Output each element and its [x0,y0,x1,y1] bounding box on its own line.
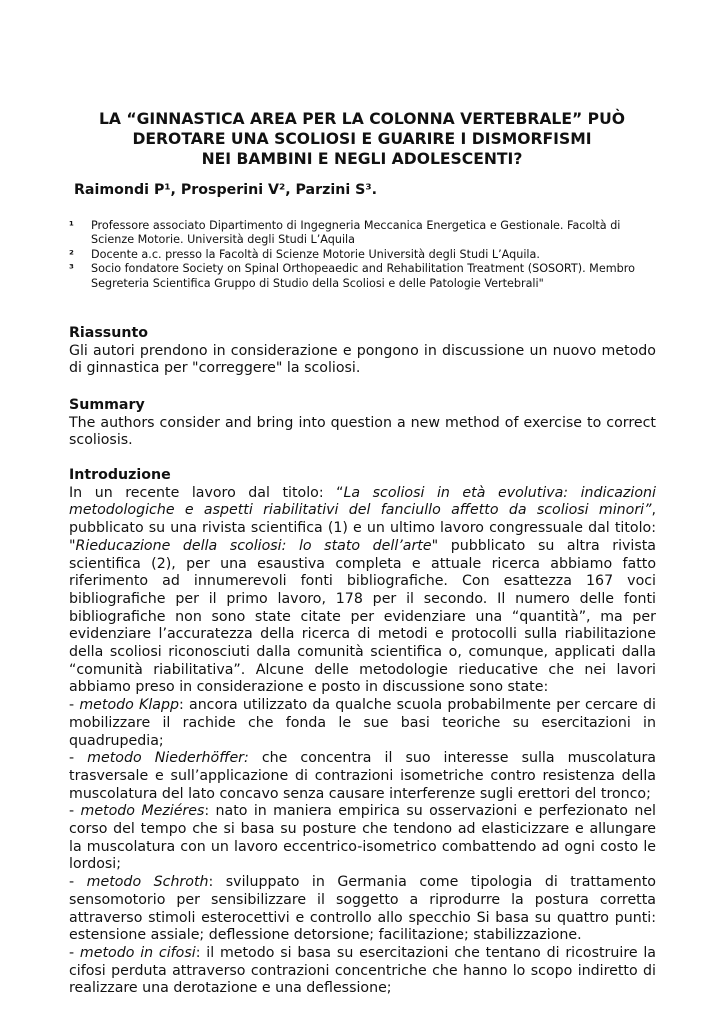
summary-section [69,397,656,450]
title-line: DEROTARE UNA SCOLIOSI E GUARIRE I DISMORFISMI [132,130,592,148]
method-item [69,874,656,945]
title-line: LA “GINNASTICA AREA PER LA COLONNA VERTEBRALE” PUÒ [98,110,626,128]
introduzione-section [69,467,656,998]
intro-cited-title: La scoliosi in età evolutiva: indicazioni metodologiche e aspetti riabilitativi del fanciullo affetto da scoliosi minori” [69,484,656,519]
method-description: : sviluppato in Germania come tipologia di trattamento sensomotorio per sensibilizzare il soggetto a riprodurre la postura corretta attraverso stimoli esterocettivi e controllo allo specchio Si basa su quattro punti: estensione assiale; deflessione detorsione; facilitazione; stabilizzazione. [69,874,656,944]
riassunto-section [69,325,656,378]
affiliation-text: Docente a.c. presso la Facoltà di Scienze Motorie Università degli Studi L’Aquila. [91,247,540,261]
method-description: : ancora utilizzato da qualche scuola probabilmente per cercare di mobilizzare il rachide che fonda le sue basi teoriche su esercitazioni in quadrupedia; [69,697,656,749]
method-description: che concentra il suo interesse sulla muscolatura trasversale e sull’applicazione di contrazioni isometriche contro resistenza della muscolatura del lato concavo senza causare interferenze sugli erettori del tronco; [69,750,656,802]
method-name: metodo Schroth [86,874,209,891]
method-prefix: - [69,944,80,961]
intro-text: , pubblicato su una rivista scientifica (1) e un ultimo lavoro congressuale dal titolo: [69,502,656,537]
method-prefix: - [69,803,81,820]
method-prefix: - [69,750,88,767]
riassunto-text: Gli autori prendono in considerazione e pongono in discussione un nuovo metodo di ginnastica per "correggere" la scoliosi. [69,342,656,377]
introduzione-heading: Introduzione [69,467,171,483]
affiliation-item [69,262,659,291]
introduzione-paragraph [69,485,656,697]
intro-text: In un recente lavoro dal titolo: “ [69,484,344,501]
method-item [69,697,656,750]
affiliation-text: Professore associato Dipartimento di Ingegneria Meccanica Energetica e Gestionale. Facoltà di Scienze Motorie. Università degli Studi L’Aquila [91,219,621,247]
intro-text: pubblicato su altra rivista scientifica (2), per una esaustiva completa e attuale ricerca abbiamo fatto riferimento ad innumerevoli fonti bibliografiche. Con esattezza 167 voci bibliografiche per il primo lavoro, 178 per il secondo. Il numero delle fonti bibliografiche non sono state citate per evidenziare una “quantità”, ma per evidenziare l’accuratezza della ricerca di metodi e protocolli sulla riabilitazione della scoliosi riconosciuti dalla comunità scientifica o, comunque, applicati dalla “comunità riabilitativa”. Alcune delle metodologie rieducative che nei lavori abbiamo preso in considerazione e posto in discussione sono state: [69,537,656,696]
summary-text: The authors consider and bring into question a new method of exercise to correct scoliosis. [69,414,656,449]
affiliation-number: ³ [69,262,74,276]
method-name: metodo Niederhöffer: [87,750,249,767]
title-line: NEI BAMBINI E NEGLI ADOLESCENTI? [201,150,523,168]
method-name: metodo Klapp [79,697,179,714]
method-item [69,803,656,874]
method-prefix: - [69,697,80,714]
riassunto-heading: Riassunto [69,325,148,341]
method-name: metodo Meziéres [80,803,205,820]
affiliation-item [69,219,659,248]
affiliation-item [69,248,659,262]
summary-heading: Summary [69,397,145,413]
method-description: : nato in maniera empirica su osservazioni e perfezionato nel corso del tempo che si basa su posture che tendono ad elasticizzare e allungare la muscolatura con un lavoro eccentrico-isometrico combattendo ad ogni costo le lordosi; [69,803,656,873]
authors: Raimondi P¹, Prosperini V², Parzini S³. [74,182,377,198]
method-item [69,750,656,803]
affiliation-number: ¹ [69,219,74,232]
paper-title [0,109,724,169]
method-item [69,945,656,998]
affiliation-number: ² [69,247,74,261]
method-description: : il metodo si basa su esercitazioni che tentano di ricostruire la cifosi perduta attraverso contrazioni concentriche che hanno lo scopo indiretto di realizzare una derotazione e una deflessione; [69,944,656,997]
method-name: metodo in cifosi [79,944,196,961]
affiliation-text: Socio fondatore Society on Spinal Orthopeaedic and Rehabilitation Treatment (SOSORT). Membro Segreteria Scientifica Gruppo di Studio della Scoliosi e delle Patologie Vertebrali" [91,262,635,290]
method-prefix: - [69,874,87,891]
intro-cited-title: "Rieducazione della scoliosi: lo stato dell’arte" [69,537,439,554]
affiliations [69,219,659,291]
